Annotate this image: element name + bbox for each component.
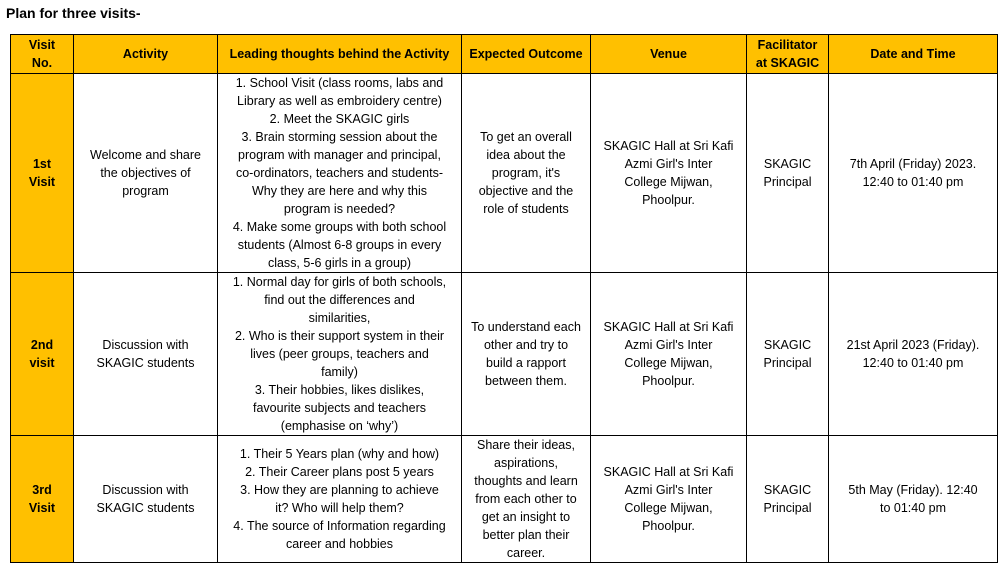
expected-outcome-cell: Share their ideas, aspirations, thoughts and learn from each other to get an insight to better plan their career. [462, 436, 591, 563]
date-time-cell: 7th April (Friday) 2023. 12:40 to 01:40 pm [829, 74, 998, 273]
venue-cell: SKAGIC Hall at Sri Kafi Azmi Girl's Inter College Mijwan, Phoolpur. [591, 74, 747, 273]
leading-thoughts-cell: 1. Their 5 Years plan (why and how) 2. Their Career plans post 5 years 3. How they are planning to achieve it? Who will help them? 4. The source of Information regarding career and hobbies [218, 436, 462, 563]
table-row [11, 436, 998, 563]
activity-cell: Welcome and share the objectives of program [74, 74, 218, 273]
header-facilitator: Facilitator at SKAGIC [747, 35, 829, 74]
visit-no-cell: 3rd Visit [11, 436, 74, 563]
expected-outcome-cell: To understand each other and try to build a rapport between them. [462, 273, 591, 436]
header-leading-thoughts: Leading thoughts behind the Activity [218, 35, 462, 74]
activity-cell: Discussion with SKAGIC students [74, 273, 218, 436]
date-time-cell: 5th May (Friday). 12:40 to 01:40 pm [829, 436, 998, 563]
leading-thoughts-cell: 1. School Visit (class rooms, labs and Library as well as embroidery centre) 2. Meet the SKAGIC girls 3. Brain storming session about the program with manager and principal, co-ordinators, teachers and students- Why they are here and why this program is needed? 4. Make some groups with both school students (Almost 6-8 groups in every class, 5-6 girls in a group) [218, 74, 462, 273]
header-expected-outcome: Expected Outcome [462, 35, 591, 74]
leading-thoughts-cell: 1. Normal day for girls of both schools, find out the differences and similarities, 2. Who is their support system in their lives (peer groups, teachers and family) 3. Their hobbies, likes dislikes, favourite subjects and teachers (emphasise on ‘why’) [218, 273, 462, 436]
header-visit-no: Visit No. [11, 35, 74, 74]
venue-cell: SKAGIC Hall at Sri Kafi Azmi Girl's Inter College Mijwan, Phoolpur. [591, 436, 747, 563]
header-date-time: Date and Time [829, 35, 998, 74]
date-time-cell: 21st April 2023 (Friday). 12:40 to 01:40 pm [829, 273, 998, 436]
visit-no-cell: 2nd visit [11, 273, 74, 436]
visit-no-cell: 1st Visit [11, 74, 74, 273]
table-row [11, 74, 998, 273]
page-title: Plan for three visits- [6, 5, 141, 21]
facilitator-cell: SKAGIC Principal [747, 436, 829, 563]
venue-cell: SKAGIC Hall at Sri Kafi Azmi Girl's Inter College Mijwan, Phoolpur. [591, 273, 747, 436]
table-row [11, 273, 998, 436]
activity-cell: Discussion with SKAGIC students [74, 436, 218, 563]
header-activity: Activity [74, 35, 218, 74]
facilitator-cell: SKAGIC Principal [747, 273, 829, 436]
table-header-row [11, 35, 998, 74]
expected-outcome-cell: To get an overall idea about the program, it's objective and the role of students [462, 74, 591, 273]
visit-plan-table [10, 34, 998, 563]
header-venue: Venue [591, 35, 747, 74]
facilitator-cell: SKAGIC Principal [747, 74, 829, 273]
